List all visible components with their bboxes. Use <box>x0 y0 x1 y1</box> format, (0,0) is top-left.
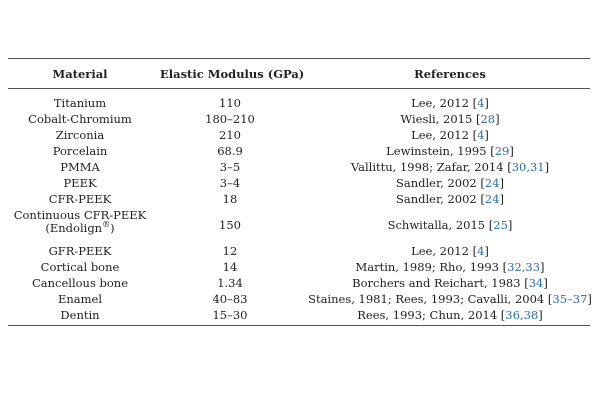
citation-link[interactable]: 34 <box>528 276 544 290</box>
table-row <box>0 143 600 159</box>
cell-modulus: 3–5 <box>219 160 241 174</box>
table-body <box>0 95 600 323</box>
citation-link[interactable]: 24 <box>484 176 500 190</box>
cell-material: Zirconia <box>55 128 105 142</box>
citation-link[interactable]: 35–37 <box>552 292 588 306</box>
cell-reference: Borchers and Reichart, 1983 [34] <box>352 276 548 290</box>
table-row <box>0 207 600 243</box>
cell-material: Cobalt-Chromium <box>28 112 132 126</box>
table-row <box>0 307 600 323</box>
cell-modulus: 150 <box>219 218 241 232</box>
citation-link[interactable]: 36,38 <box>505 308 539 322</box>
cell-material: Dentin <box>60 308 100 322</box>
cell-modulus: 180–210 <box>205 112 255 126</box>
table-row <box>0 111 600 127</box>
table-row <box>0 159 600 175</box>
header-references: References <box>414 67 486 81</box>
header-material: Material <box>52 67 108 81</box>
cell-modulus: 1.34 <box>217 276 243 290</box>
citation-link[interactable]: 4 <box>477 128 485 142</box>
table-row <box>0 175 600 191</box>
cell-modulus: 14 <box>222 260 238 274</box>
cell-modulus: 110 <box>219 96 241 110</box>
cell-modulus: 68.9 <box>217 144 243 158</box>
cell-material: PEEK <box>63 176 97 190</box>
cell-material: Titanium <box>53 96 107 110</box>
cell-reference: Rees, 1993; Chun, 2014 [36,38] <box>357 308 543 322</box>
citation-link[interactable]: 28 <box>480 112 496 126</box>
cell-material: CFR-PEEK <box>48 192 112 206</box>
cell-material: PMMA <box>60 160 100 174</box>
table-row <box>0 291 600 307</box>
cell-reference: Staines, 1981; Rees, 1993; Cavalli, 2004 [35–37] <box>308 292 592 306</box>
cell-modulus: 15–30 <box>212 308 248 322</box>
table-row <box>0 243 600 259</box>
cell-reference: Lee, 2012 [4] <box>411 96 489 110</box>
cell-modulus: 12 <box>222 244 238 258</box>
cell-reference: Martin, 1989; Rho, 1993 [32,33] <box>355 260 545 274</box>
cell-reference: Wiesli, 2015 [28] <box>400 112 500 126</box>
citation-link[interactable]: 30,31 <box>511 160 545 174</box>
cell-material: GFR-PEEK <box>48 244 112 258</box>
cell-modulus: 210 <box>219 128 241 142</box>
cell-reference: Lee, 2012 [4] <box>411 244 489 258</box>
header-elastic-modulus: Elastic Modulus (GPa) <box>160 67 305 81</box>
cell-material: Cancellous bone <box>31 276 129 290</box>
cell-material: Continuous CFR-PEEK (Endolign®) <box>13 208 147 235</box>
citation-link[interactable]: 29 <box>494 144 510 158</box>
table-top-rule <box>8 58 590 59</box>
citation-link[interactable]: 25 <box>493 218 508 232</box>
table-header-rule <box>8 88 590 89</box>
cell-reference: Schwitalla, 2015 [25] <box>387 218 513 232</box>
citation-link[interactable]: 24 <box>484 192 500 206</box>
table-bottom-rule <box>8 325 590 326</box>
citation-link[interactable]: 32,33 <box>507 260 541 274</box>
cell-reference: Sandler, 2002 [24] <box>395 192 505 206</box>
table-header <box>0 67 600 85</box>
cell-modulus: 3–4 <box>219 176 241 190</box>
table-row <box>0 275 600 291</box>
table-row <box>0 127 600 143</box>
table-row <box>0 259 600 275</box>
cell-modulus: 18 <box>222 192 238 206</box>
cell-reference: Lewinstein, 1995 [29] <box>386 144 514 158</box>
citation-link[interactable]: 4 <box>477 96 485 110</box>
citation-link[interactable]: 4 <box>477 244 485 258</box>
cell-reference: Lee, 2012 [4] <box>411 128 489 142</box>
table-row <box>0 95 600 111</box>
table-row <box>0 191 600 207</box>
cell-material: Porcelain <box>52 144 108 158</box>
cell-modulus: 40–83 <box>212 292 248 306</box>
cell-reference: Vallittu, 1998; Zafar, 2014 [30,31] <box>350 160 550 174</box>
cell-material: Cortical bone <box>40 260 120 274</box>
cell-material: Enamel <box>57 292 103 306</box>
cell-reference: Sandler, 2002 [24] <box>395 176 505 190</box>
